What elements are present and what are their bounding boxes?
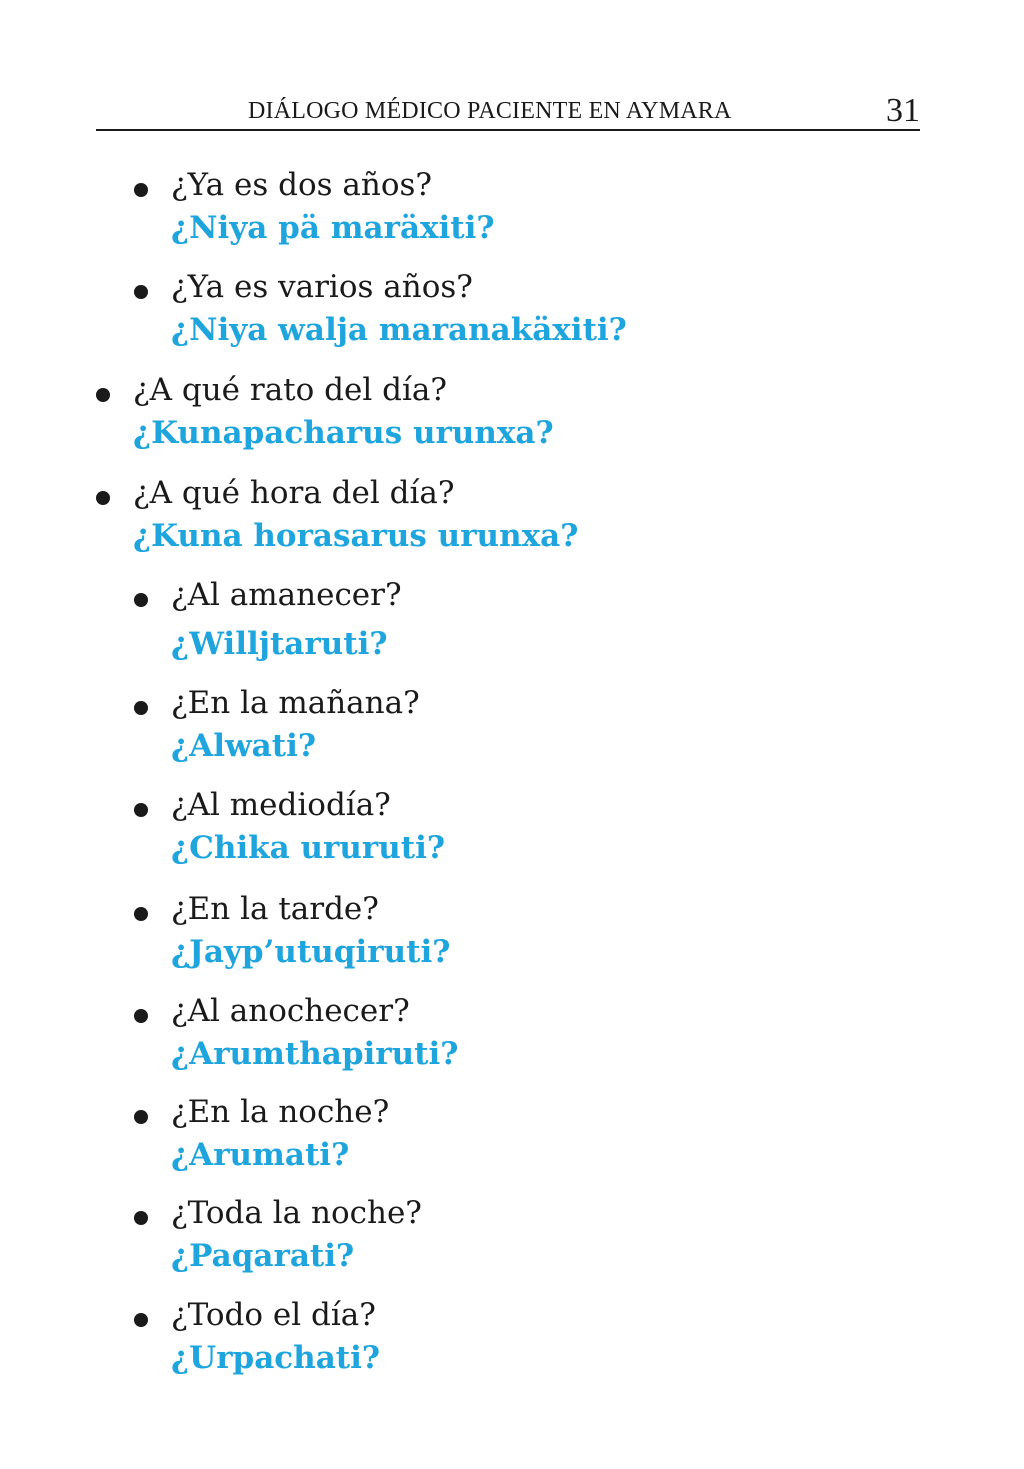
aymara-phrase: ¿Willjtaruti? [171, 626, 388, 662]
spanish-phrase: ¿Ya es varios años? [171, 269, 473, 305]
bullet-icon [134, 1211, 148, 1225]
spanish-phrase: ¿Al anochecer? [171, 993, 410, 1029]
aymara-phrase: ¿Kunapacharus urunxa? [133, 415, 554, 451]
bullet-icon [134, 593, 148, 607]
page-number: 31 [886, 92, 920, 129]
aymara-phrase: ¿Niya pä maräxiti? [171, 210, 495, 246]
aymara-phrase: ¿Arumati? [171, 1137, 350, 1173]
bullet-icon [96, 388, 110, 402]
bullet-icon [134, 907, 148, 921]
aymara-phrase: ¿Alwati? [171, 728, 317, 764]
bullet-icon [134, 1009, 148, 1023]
spanish-phrase: ¿A qué hora del día? [133, 475, 455, 511]
header-title: DIÁLOGO MÉDICO PACIENTE EN AYMARA [248, 98, 732, 124]
bullet-icon [134, 803, 148, 817]
spanish-phrase: ¿Al amanecer? [171, 577, 402, 613]
spanish-phrase: ¿En la mañana? [171, 685, 420, 721]
spanish-phrase: ¿Al mediodía? [171, 787, 391, 823]
bullet-icon [134, 701, 148, 715]
bullet-icon [134, 1110, 148, 1124]
aymara-phrase: ¿Arumthapiruti? [171, 1036, 459, 1072]
spanish-phrase: ¿A qué rato del día? [133, 372, 447, 408]
bullet-icon [134, 1313, 148, 1327]
bullet-icon [96, 491, 110, 505]
aymara-phrase: ¿Niya walja maranakäxiti? [171, 312, 627, 348]
spanish-phrase: ¿Toda la noche? [171, 1195, 422, 1231]
spanish-phrase: ¿En la noche? [171, 1094, 390, 1130]
bullet-icon [134, 183, 148, 197]
aymara-phrase: ¿Kuna horasarus urunxa? [133, 518, 579, 554]
aymara-phrase: ¿Chika ururuti? [171, 830, 446, 866]
aymara-phrase: ¿Urpachati? [171, 1340, 381, 1376]
bullet-icon [134, 285, 148, 299]
spanish-phrase: ¿Ya es dos años? [171, 167, 433, 203]
spanish-phrase: ¿En la tarde? [171, 891, 379, 927]
aymara-phrase: ¿Jayp’utuqiruti? [171, 934, 451, 970]
aymara-phrase: ¿Paqarati? [171, 1238, 355, 1274]
spanish-phrase: ¿Todo el día? [171, 1297, 376, 1333]
